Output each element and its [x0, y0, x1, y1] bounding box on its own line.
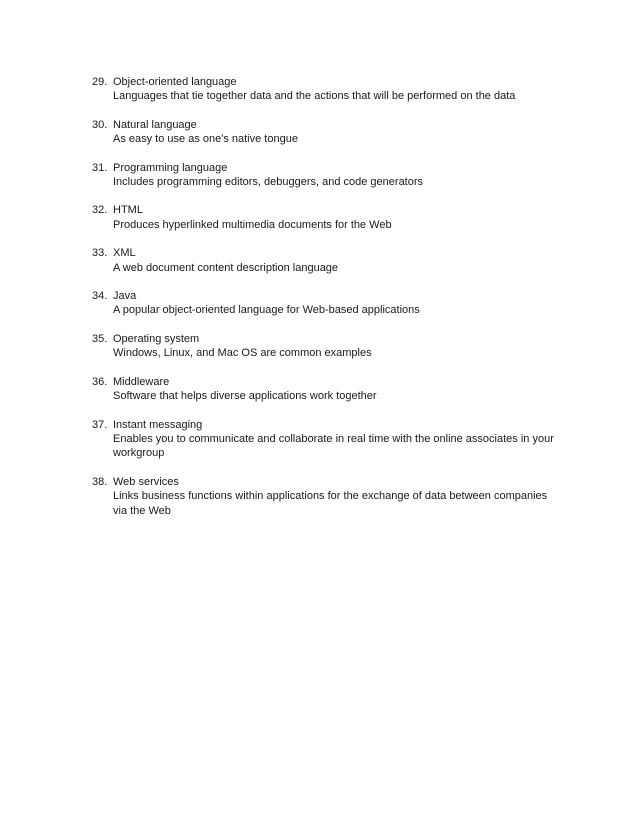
item-term: Java [113, 290, 137, 303]
item-body [113, 375, 562, 404]
item-term: Object-oriented language [113, 76, 237, 88]
item-definition: Enables you to communicate and collaborate in real time with the online associates in your workgroup [113, 432, 554, 460]
item-number: 30. [92, 118, 108, 131]
item-term: Programming language [113, 161, 228, 174]
item-definition: Links business functions within applications for the exchange of data between companies via the Web [113, 490, 548, 517]
item-term: Middleware [113, 375, 170, 388]
item-number: 29. [92, 76, 108, 88]
list-item [92, 418, 562, 461]
item-number: 34. [92, 290, 108, 303]
item-term: Natural language [113, 118, 197, 131]
item-term: Instant messaging [113, 418, 203, 431]
item-term: HTML [113, 204, 143, 217]
item-body [113, 75, 562, 104]
list-item [92, 118, 562, 147]
item-body [113, 161, 562, 190]
item-term: Web services [113, 475, 179, 488]
item-definition: Software that helps diverse applications work together [113, 390, 377, 403]
item-term: XML [113, 247, 136, 260]
item-number: 37. [92, 418, 108, 431]
item-body [113, 475, 562, 518]
item-body [113, 418, 562, 461]
list-item [92, 475, 562, 518]
list-item [92, 332, 562, 361]
item-number: 36. [92, 375, 108, 388]
item-definition: Languages that tie together data and the actions that will be performed on the data [113, 90, 516, 103]
item-body [113, 118, 562, 147]
item-number: 35. [92, 332, 108, 345]
list-item [92, 75, 562, 104]
list-item [92, 246, 562, 275]
item-term: Operating system [113, 332, 200, 345]
item-number: 31. [92, 161, 108, 174]
item-body [113, 246, 562, 275]
item-definition: Windows, Linux, and Mac OS are common examples [113, 347, 372, 360]
list-item [92, 203, 562, 232]
list-item [92, 289, 562, 318]
item-number: 33. [92, 247, 108, 260]
item-body [113, 289, 562, 318]
item-definition: A web document content description language [113, 261, 339, 274]
item-body [113, 332, 562, 361]
item-body [113, 203, 562, 232]
item-definition: A popular object-oriented language for Web-based applications [113, 304, 420, 317]
item-definition: Produces hyperlinked multimedia documents for the Web [113, 218, 392, 231]
term-list [92, 75, 562, 532]
item-definition: Includes programming editors, debuggers, and code generators [113, 176, 424, 189]
item-number: 38. [92, 475, 108, 488]
item-definition: As easy to use as one's native tongue [113, 133, 298, 146]
list-item [92, 375, 562, 404]
list-item [92, 161, 562, 190]
item-number: 32. [92, 204, 108, 217]
